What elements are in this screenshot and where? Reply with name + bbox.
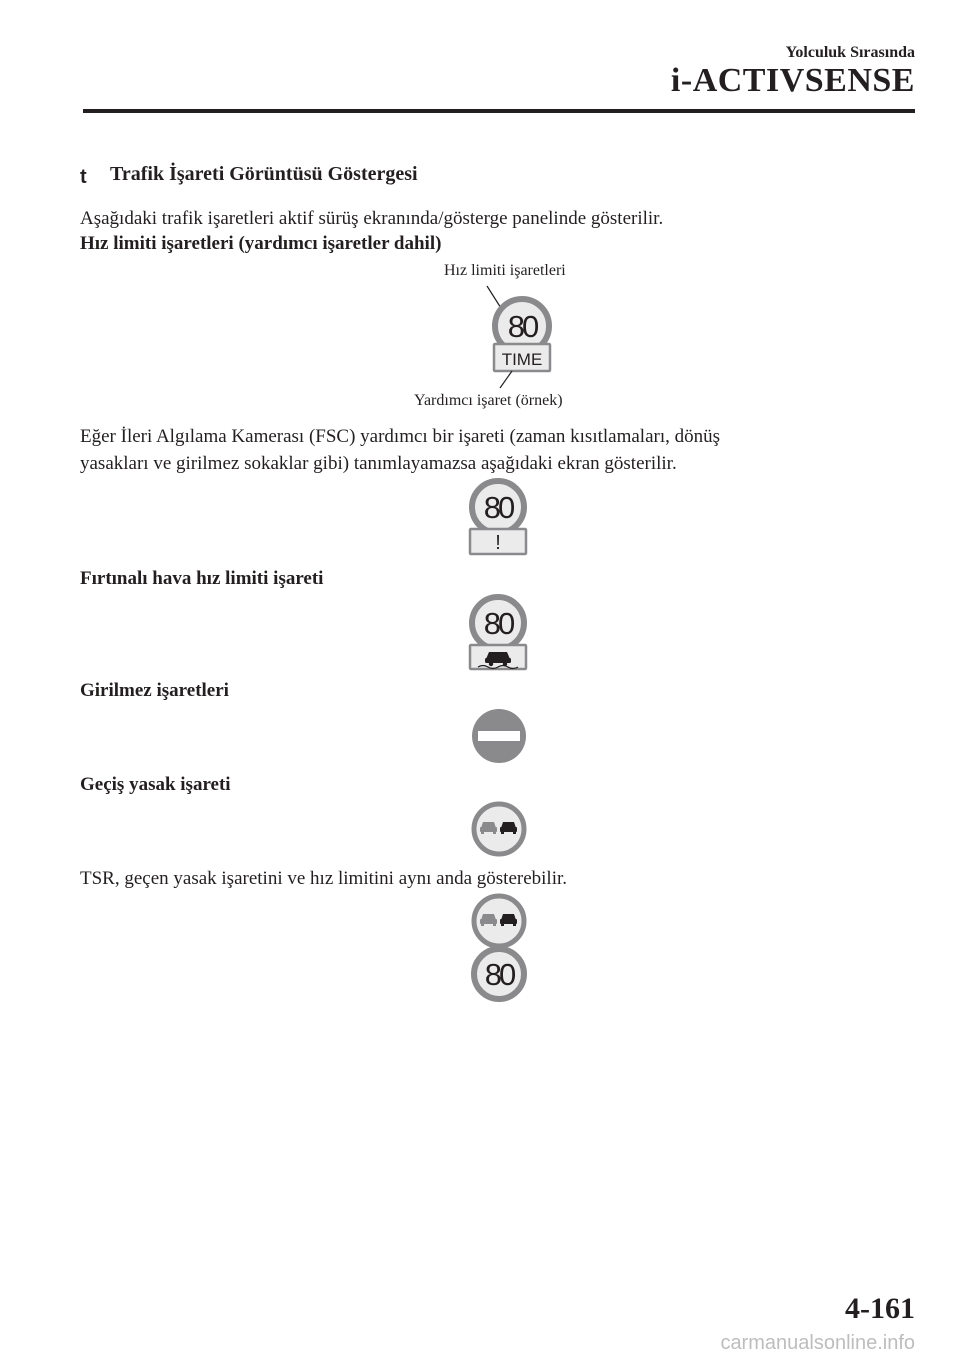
speed-value-text: 80 <box>483 606 513 641</box>
no-entry-bar <box>478 731 520 741</box>
callout-auxiliary-sign: Yardımcı işaret (örnek) <box>414 392 563 409</box>
bullet-marker: t <box>80 166 87 188</box>
time-plate-text: TIME <box>501 350 543 369</box>
no-passing-speed-combo-figure <box>470 892 530 1006</box>
no-passing-heading: Geçiş yasak işareti <box>80 774 231 795</box>
intro-paragraph: Aşağıdaki trafik işaretleri aktif sürüş ekranında/gösterge panelinde gösterilir. <box>80 208 664 229</box>
callout-line-bottom <box>500 371 512 388</box>
no-passing-sign-icon <box>470 800 530 860</box>
speed-value-text: 80 <box>507 309 537 344</box>
speed-limit-unknown-figure <box>440 476 540 560</box>
speed-value-text: 80 <box>483 490 513 525</box>
no-entry-heading: Girilmez işaretleri <box>80 680 229 701</box>
no-entry-sign-icon <box>470 707 530 767</box>
chapter-title: Yolculuk Sırasında <box>785 44 915 61</box>
storm-speed-limit-figure <box>440 592 540 674</box>
watermark: carmanualsonline.info <box>720 1332 915 1354</box>
page-title: Trafik İşareti Görüntüsü Göstergesi <box>110 163 418 185</box>
header-rule <box>83 109 915 113</box>
speed-value-text: 80 <box>484 957 514 992</box>
page-number: 4-161 <box>845 1292 915 1325</box>
storm-speed-heading: Fırtınalı hava hız limiti işareti <box>80 568 324 589</box>
fsc-paragraph-line1: Eğer İleri Algılama Kamerası (FSC) yardımcı bir işareti (zaman kısıtlamaları, dönüş <box>80 426 721 447</box>
speed-limit-heading: Hız limiti işaretleri (yardımcı işaretler dahil) <box>80 233 442 254</box>
tsr-paragraph: TSR, geçen yasak işaretini ve hız limitini aynı anda gösterebilir. <box>80 868 568 889</box>
callout-speed-limit: Hız limiti işaretleri <box>444 262 566 279</box>
speed-limit-time-figure <box>470 280 590 400</box>
unknown-plate-text: ! <box>495 532 501 554</box>
section-title-header: i-ACTIVSENSE <box>670 62 915 99</box>
fsc-paragraph-line2: yasakları ve girilmez sokaklar gibi) tanımlayamazsa aşağıdaki ekran gösterilir. <box>80 453 677 474</box>
